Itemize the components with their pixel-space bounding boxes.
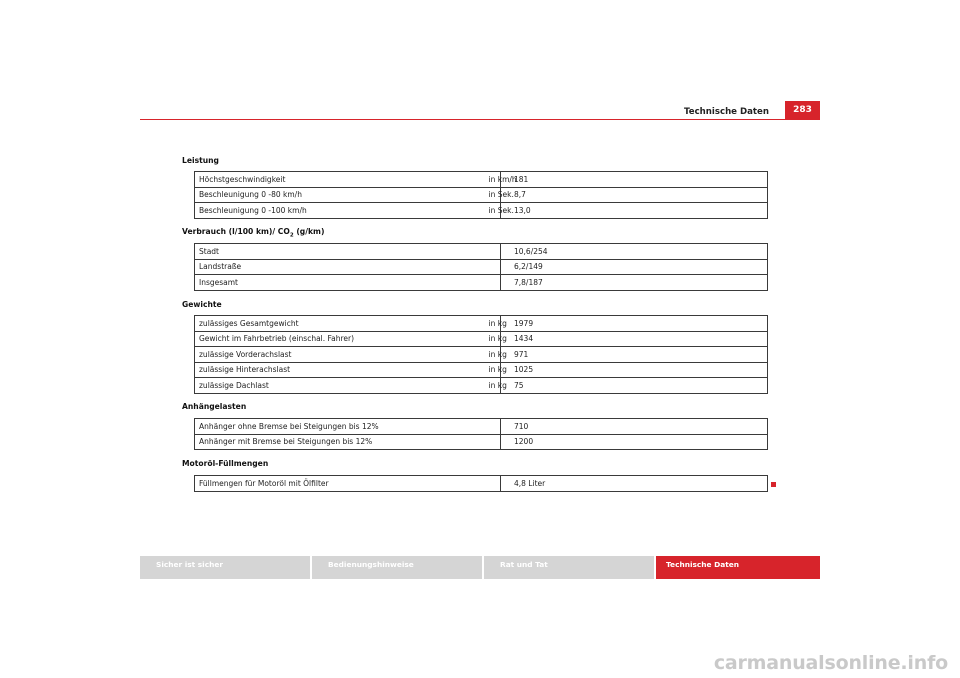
row-unit <box>485 419 501 435</box>
table-row <box>195 378 768 394</box>
row-value: 1979 <box>501 316 768 332</box>
row-unit <box>485 259 501 275</box>
row-label: zulässige Vorderachslast <box>195 347 485 363</box>
row-value: 8,7 <box>501 187 768 203</box>
row-value: 75 <box>501 378 768 394</box>
chapter-nav <box>140 556 820 579</box>
row-value: 1200 <box>501 434 768 450</box>
section-title-leistung: Leistung <box>182 156 219 165</box>
row-label: Insgesamt <box>195 275 485 291</box>
row-unit: in km/h <box>485 172 501 188</box>
row-label: zulässige Hinterachslast <box>195 362 485 378</box>
row-unit: in Sek. <box>485 187 501 203</box>
row-label: Anhänger mit Bremse bei Steigungen bis 12% <box>195 434 485 450</box>
table-row <box>195 362 768 378</box>
table-row <box>195 275 768 291</box>
row-label: Höchstgeschwindigkeit <box>195 172 485 188</box>
section-title-motoroel: Motoröl-Füllmengen <box>182 459 269 468</box>
row-value: 10,6/254 <box>501 244 768 260</box>
table-verbrauch <box>194 243 768 291</box>
title-main: Verbrauch (l/100 km)/ CO <box>182 227 290 236</box>
table-row <box>195 476 768 492</box>
table-row <box>195 419 768 435</box>
nav-tab-sicher-ist-sicher[interactable]: Sicher ist sicher <box>140 556 312 579</box>
row-value: 1025 <box>501 362 768 378</box>
table-row <box>195 187 768 203</box>
section-title-anhaengelasten: Anhängelasten <box>182 402 247 411</box>
table-anhaengelasten <box>194 418 768 450</box>
table-row <box>195 244 768 260</box>
row-label: Füllmengen für Motoröl mit Ölfilter <box>195 476 485 492</box>
row-unit: in kg <box>485 316 501 332</box>
section-end-marker <box>771 482 776 487</box>
row-value: 6,2/149 <box>501 259 768 275</box>
row-unit <box>485 244 501 260</box>
row-unit: in kg <box>485 362 501 378</box>
table-gewichte <box>194 315 768 394</box>
row-value: 13,0 <box>501 203 768 219</box>
table-row <box>195 259 768 275</box>
title-suffix: (g/km) <box>293 227 325 236</box>
nav-tab-bedienungshinweise[interactable]: Bedienungshinweise <box>312 556 484 579</box>
nav-tab-technische-daten[interactable]: Technische Daten <box>656 556 820 579</box>
row-unit <box>485 275 501 291</box>
table-motoroel <box>194 475 768 492</box>
row-value: 1434 <box>501 331 768 347</box>
table-row <box>195 203 768 219</box>
row-label: Beschleunigung 0 -80 km/h <box>195 187 485 203</box>
table-row <box>195 316 768 332</box>
row-unit <box>485 434 501 450</box>
row-label: Anhänger ohne Bremse bei Steigungen bis 12% <box>195 419 485 435</box>
row-label: Beschleunigung 0 -100 km/h <box>195 203 485 219</box>
table-row <box>195 331 768 347</box>
row-unit <box>485 476 501 492</box>
page-number-badge: 283 <box>785 101 820 119</box>
row-value: 181 <box>501 172 768 188</box>
row-unit: in kg <box>485 378 501 394</box>
watermark: carmanualsonline.info <box>713 652 948 674</box>
table-leistung <box>194 171 768 219</box>
row-unit: in kg <box>485 347 501 363</box>
row-value: 971 <box>501 347 768 363</box>
chapter-title: Technische Daten <box>684 107 769 117</box>
row-label: zulässige Dachlast <box>195 378 485 394</box>
row-label: Gewicht im Fahrbetrieb (einschal. Fahrer) <box>195 331 485 347</box>
row-value: 7,8/187 <box>501 275 768 291</box>
row-label: zulässiges Gesamtgewicht <box>195 316 485 332</box>
section-title-gewichte: Gewichte <box>182 300 222 309</box>
table-row <box>195 347 768 363</box>
section-title-verbrauch <box>182 227 324 239</box>
title-subscript: 2 <box>289 232 294 239</box>
row-label: Stadt <box>195 244 485 260</box>
row-label: Landstraße <box>195 259 485 275</box>
nav-tab-rat-und-tat[interactable]: Rat und Tat <box>484 556 656 579</box>
table-row <box>195 172 768 188</box>
header-rule <box>140 119 820 120</box>
table-row <box>195 434 768 450</box>
row-unit: in Sek. <box>485 203 501 219</box>
row-value: 4,8 Liter <box>501 476 768 492</box>
row-unit: in kg <box>485 331 501 347</box>
row-value: 710 <box>501 419 768 435</box>
